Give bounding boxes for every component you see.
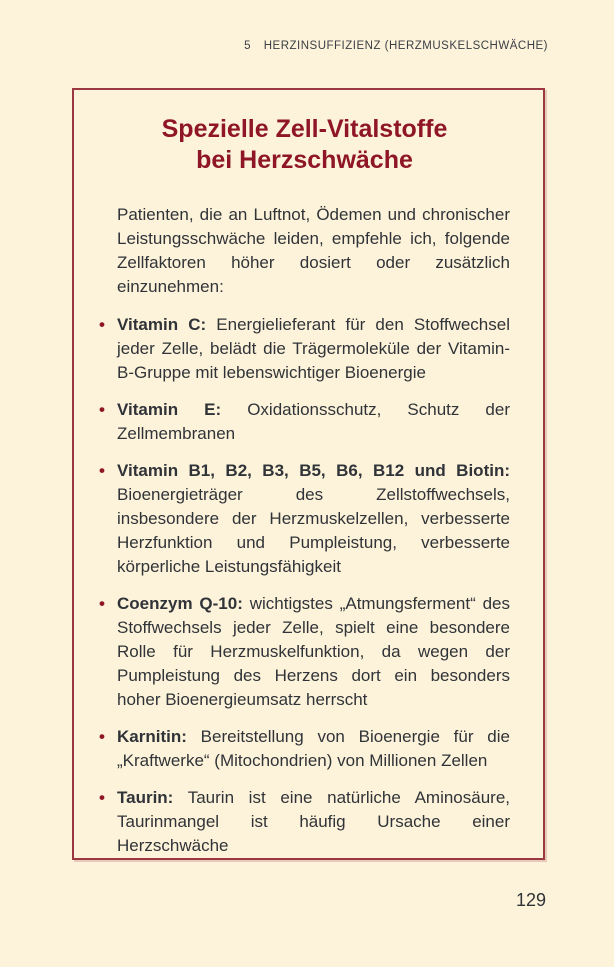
bullet-icon: • (99, 727, 105, 746)
chapter-title: HERZINSUFFIZIENZ (HERZMUSKELSCHWÄCHE) (263, 40, 548, 52)
bullet-icon: • (99, 400, 105, 419)
bullet-lead: Karnitin: (117, 727, 187, 746)
bullet-text: Bereitstellung von Bioenergie für die „Kraftwerke“ (Mitochondrien) von Millionen Zellen (117, 727, 510, 770)
bullet-body (117, 786, 510, 858)
box-title (99, 114, 510, 176)
list-item-vitamin-e (99, 398, 510, 446)
vitalstoffe-bullet-list (99, 313, 510, 858)
bullet-body (117, 592, 510, 712)
box-title-line-2: bei Herzschwäche (196, 146, 413, 174)
bullet-text: Oxidationsschutz, Schutz der Zellmembranen (117, 400, 510, 443)
bullet-icon: • (99, 594, 105, 613)
list-item-karnitin (99, 725, 510, 773)
bullet-text: Taurin ist eine natürliche Aminosäure, Taurinmangel ist häufig Ursache einer Herzschwäche (117, 788, 510, 855)
chapter-number: 5 (244, 40, 252, 52)
bullet-icon: • (99, 315, 105, 334)
box-title-line-1: Spezielle Zell-Vitalstoffe (161, 115, 448, 143)
bullet-lead: Vitamin C: (117, 315, 207, 334)
bullet-icon: • (99, 461, 105, 480)
bullet-body (117, 725, 510, 773)
intro-paragraph: Patienten, die an Luftnot, Ödemen und chronischer Leistungsschwäche leiden, empfehle ich, folgende Zellfaktoren höher dosiert oder zusätzlich einzunehmen: (117, 205, 510, 296)
list-item-coenzym-q10 (99, 592, 510, 712)
list-item-vitamin-b (99, 459, 510, 579)
page-number: 129 (515, 890, 546, 910)
bullet-text: Energielieferant für den Stoffwechsel jeder Zelle, belädt die Trägermoleküle der Vitamin-B-Gruppe mit lebenswichtiger Bioenergie (117, 315, 510, 382)
bullet-body (117, 313, 510, 385)
bullet-lead: Vitamin B1, B2, B3, B5, B6, B12 und Biotin: (117, 461, 510, 480)
bullet-text: wichtigstes „Atmungsferment“ des Stoffwechsels jeder Zelle, spielt eine besondere Rolle für Herzmuskelfunktion, da wegen der Pumpleistung des Herzens dort ein besonders hoher Bioenergieumsatz herrscht (117, 594, 510, 709)
vitalstoffe-frame-box (72, 88, 545, 860)
bullet-body (117, 398, 510, 446)
running-head (244, 40, 548, 52)
bullet-icon: • (99, 788, 105, 807)
bullet-lead: Coenzym Q-10: (117, 594, 243, 613)
bullet-lead: Vitamin E: (117, 400, 222, 419)
bullet-text: Bioenergieträger des Zellstoffwechsels, insbesondere der Herzmuskelzellen, verbesserte Herzfunktion und Pumpleistung, verbesserte körperliche Leistungsfähigkeit (117, 485, 510, 576)
bullet-lead: Taurin: (117, 788, 174, 807)
bullet-body (117, 459, 510, 579)
list-item-taurin (99, 786, 510, 858)
list-item-vitamin-c (99, 313, 510, 385)
